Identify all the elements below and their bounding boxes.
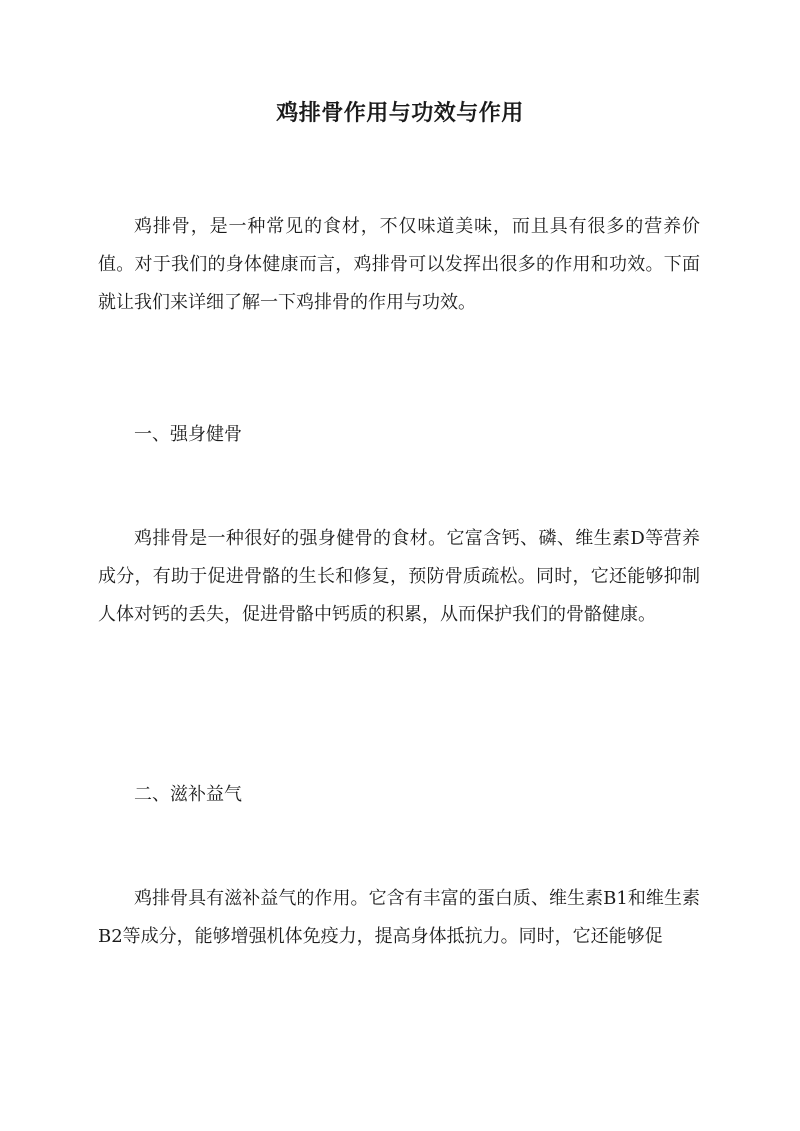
- section-body-1: 鸡排骨是一种很好的强身健骨的食材。它富含钙、磷、维生素D等营养成分，有助于促进骨骼的生长和修复，预防骨质疏松。同时，它还能够抑制人体对钙的丢失，促进骨骼中钙质的积累，从而保护我们的骨骼健康。: [98, 528, 700, 625]
- document-title: 鸡排骨作用与功效与作用: [276, 100, 524, 126]
- intro-paragraph: 鸡排骨，是一种常见的食材，不仅味道美味，而且具有很多的营养价值。对于我们的身体健康而言，鸡排骨可以发挥出很多的作用和功效。下面就让我们来详细了解一下鸡排骨的作用与功效。: [98, 216, 700, 313]
- section-heading-2: 二、滋补益气: [134, 784, 242, 805]
- section-body-2: 鸡排骨具有滋补益气的作用。它含有丰富的蛋白质、维生素B1和维生素B2等成分，能够增强机体免疫力，提高身体抵抗力。同时，它还能够促: [98, 888, 700, 947]
- section-heading-1: 一、强身健骨: [134, 424, 242, 445]
